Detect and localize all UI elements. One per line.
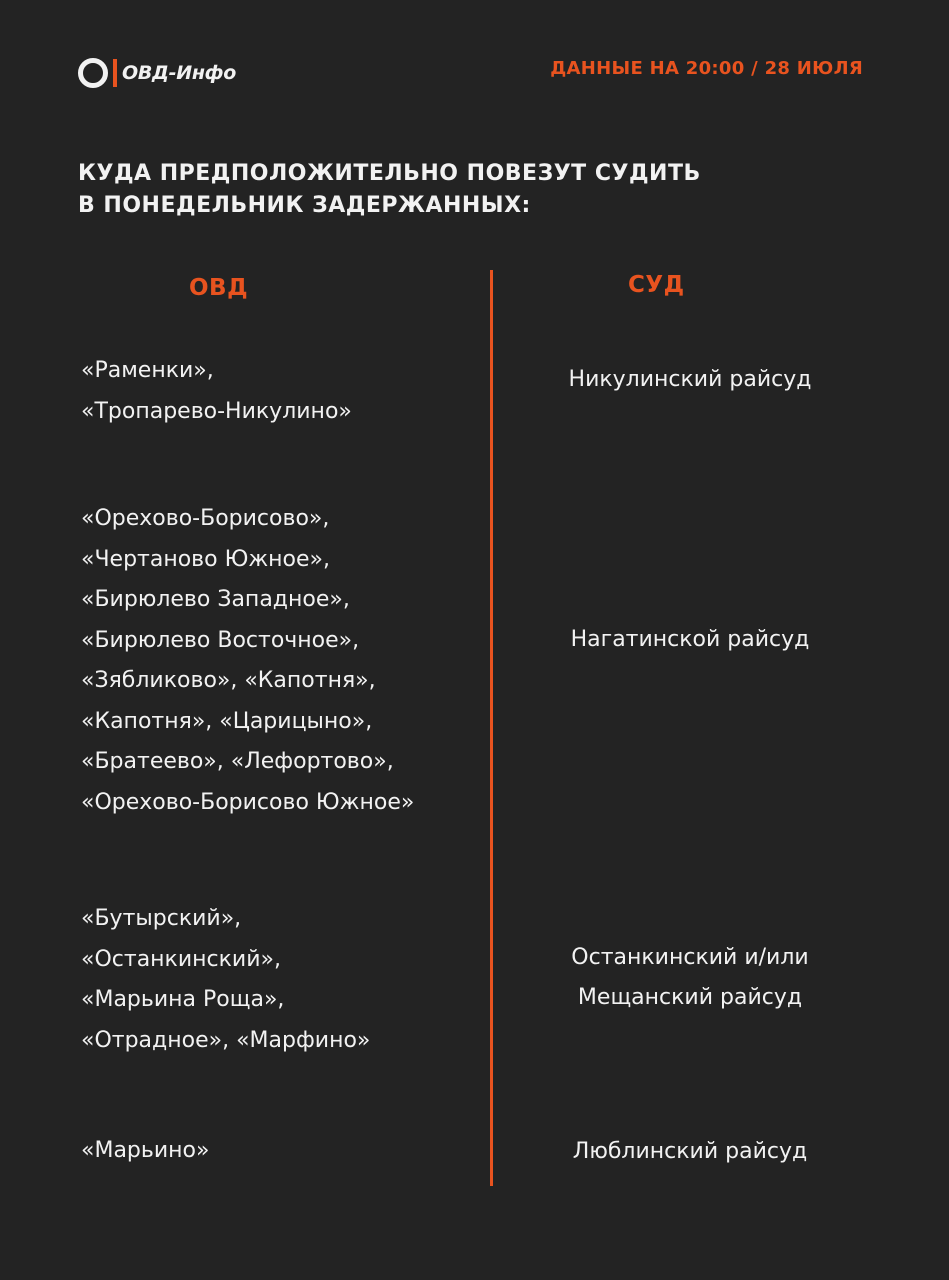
ovd-item: «Марьино» — [81, 1138, 210, 1163]
court-2 — [505, 620, 875, 660]
ovd-group-4 — [81, 1131, 209, 1172]
column-header-ovd: ОВД — [189, 275, 249, 301]
ovd-item: «Орехово-Борисово», — [81, 506, 330, 531]
ovd-info-logo — [78, 57, 236, 89]
ovd-item: «Капотня», «Царицыно», — [81, 708, 373, 734]
ovd-item: «Братеево», «Лефортово», — [81, 749, 394, 774]
page-title — [78, 158, 878, 222]
ovd-item: «Бирюлево Западное», — [81, 587, 350, 612]
ovd-item: «Чертаново Южное», — [81, 546, 331, 572]
court-3 — [505, 938, 875, 1018]
title-line-1: КУДА ПРЕДПОЛОЖИТЕЛЬНО ПОВЕЗУТ СУДИТЬ — [78, 161, 701, 186]
logo-text: ОВД-Инфо — [122, 62, 236, 84]
ovd-item: «Зябликово», «Капотня», — [81, 668, 376, 693]
court-line: Мещанский райсуд — [577, 985, 803, 1010]
ovd-item: «Останкинский», — [81, 946, 281, 972]
court-1 — [505, 360, 875, 400]
ovd-group-1 — [81, 351, 352, 432]
ovd-group-3 — [81, 899, 370, 1061]
title-line-2: В ПОНЕДЕЛЬНИК ЗАДЕРЖАННЫХ: — [78, 193, 531, 218]
column-divider — [490, 270, 493, 1186]
logo-bar-icon — [113, 59, 117, 87]
court-4 — [505, 1132, 875, 1172]
ovd-item: «Бирюлево Восточное», — [81, 627, 360, 653]
ovd-item: «Бутырский», — [81, 906, 242, 931]
court-line: Нагатинской райсуд — [570, 627, 810, 652]
ovd-group-2 — [81, 499, 414, 823]
court-line: Останкинский и/или — [571, 945, 809, 970]
logo-ring-icon — [78, 58, 108, 88]
ovd-item: «Отрадное», «Марфино» — [81, 1027, 371, 1053]
ovd-item: «Марьина Роща», — [81, 987, 285, 1012]
court-line: Никулинский райсуд — [568, 367, 812, 392]
ovd-item: «Орехово-Борисово Южное» — [81, 789, 415, 815]
ovd-item: «Тропарево-Никулино» — [81, 398, 352, 424]
data-timestamp: ДАННЫЕ НА 20:00 / 28 ИЮЛЯ — [550, 58, 863, 79]
court-line: Люблинский райсуд — [572, 1139, 808, 1164]
ovd-item: «Раменки», — [81, 358, 214, 383]
column-header-court: СУД — [628, 272, 685, 298]
